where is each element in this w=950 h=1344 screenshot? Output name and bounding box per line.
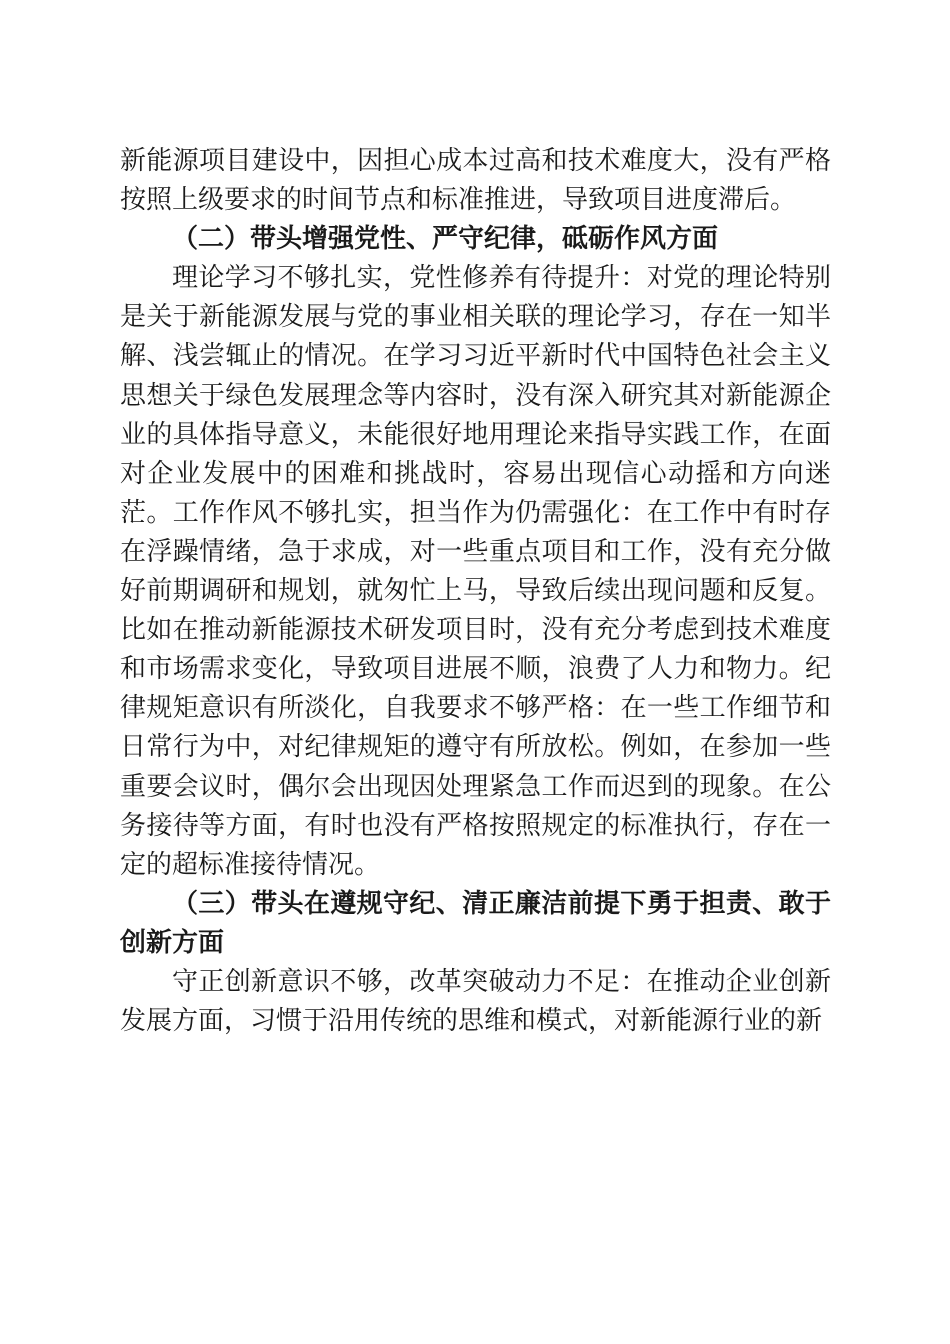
section-heading-2: （二）带头增强党性、严守纪律，砥砺作风方面	[172, 224, 719, 255]
document-page	[120, 142, 831, 1041]
paragraph-body: 理论学习不够扎实，党性修养有待提升：对党的理论特别是关于新能源发展与党的事业相关联的理论学习，存在一知半解、浅尝辄止的情况。在学习习近平新时代中国特色社会主义思想关于绿色发展理念等内容时，没有深入研究其对新能源企业的具体指导意义，未能很好地用理论来指导实践工作，在面对企业发展中的困难和挑战时，容易出现信心动摇和方向迷茫。工作作风不够扎实，担当作为仍需强化：在工作中有时存在浮躁情绪，急于求成，对一些重点项目和工作，没有充分做好前期调研和规划，就匆忙上马，导致后续出现问题和反复。比如在推动新能源技术研发项目时，没有充分考虑到技术难度和市场需求变化，导致项目进展不顺，浪费了人力和物力。纪律规矩意识有所淡化，自我要求不够严格：在一些工作细节和日常行为中，对纪律规矩的遵守有所放松。例如，在参加一些重要会议时，偶尔会出现因处理紧急工作而迟到的现象。在公务接待等方面，有时也没有严格按照规定的标准执行，存在一定的超标准接待情况。	[120, 263, 831, 880]
section-heading-3: （三）带头在遵规守纪、清正廉洁前提下勇于担责、敢于创新方面	[120, 888, 831, 958]
paragraph-body-2: 守正创新意识不够，改革突破动力不足：在推动企业创新发展方面，习惯于沿用传统的思维和模式，对新能源行业的新	[120, 966, 831, 1037]
paragraph-continued: 新能源项目建设中，因担心成本过高和技术难度大，没有严格按照上级要求的时间节点和标准推进，导致项目进度滞后。	[120, 146, 831, 216]
